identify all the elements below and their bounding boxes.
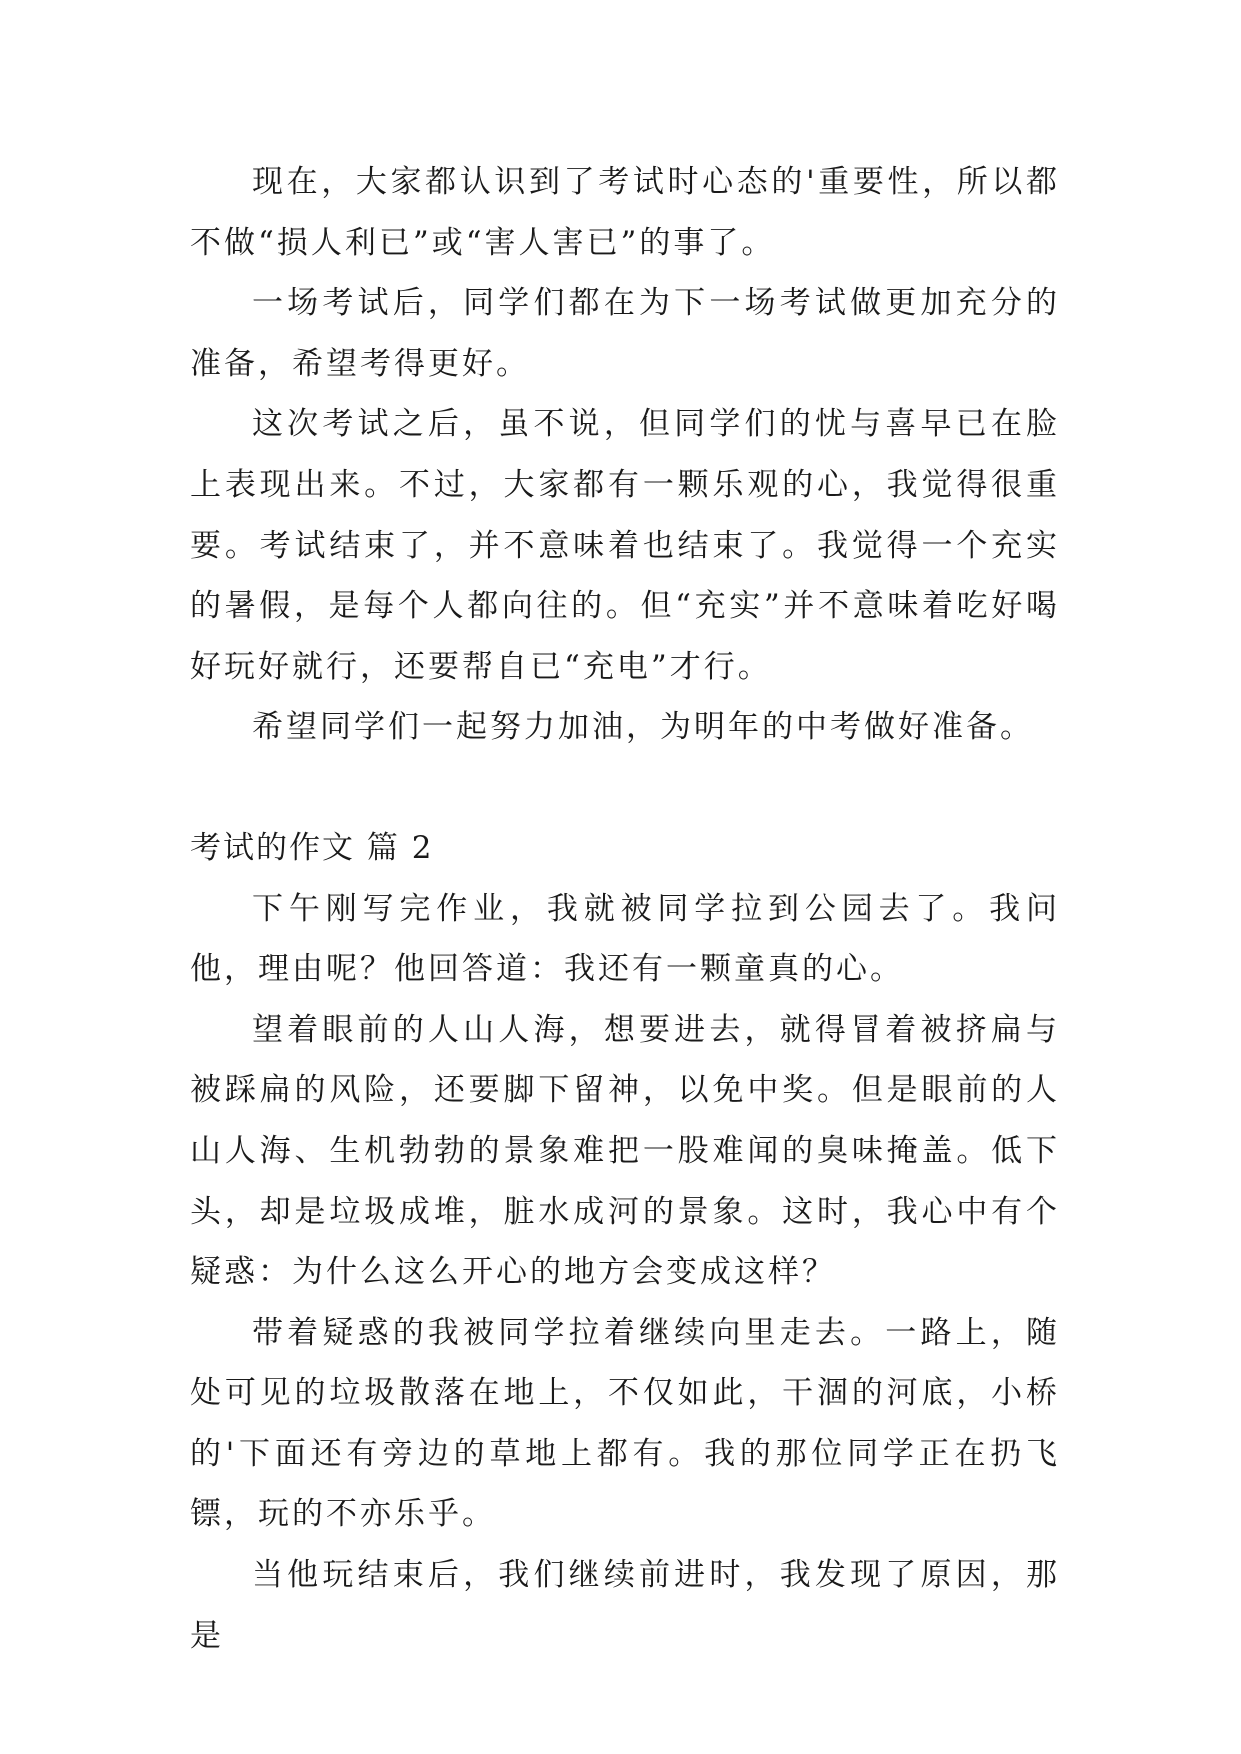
paragraph: 当他玩结束后，我们继续前进时，我发现了原因，那是 xyxy=(190,1557,1060,1654)
paragraph: 希望同学们一起努力加油，为明年的中考做好准备。 xyxy=(252,709,1034,746)
document-body xyxy=(190,152,1060,1666)
paragraph: 现在，大家都认识到了考试时心态的'重要性，所以都不做“损人利已”或“害人害已”的事了。 xyxy=(190,164,1060,261)
paragraph: 一场考试后，同学们都在为下一场考试做更加充分的准备，希望考得更好。 xyxy=(190,285,1060,382)
paragraph: 带着疑惑的我被同学拉着继续向里走去。一路上，随处可见的垃圾散落在地上，不仅如此，干涸的河底，小桥的'下面还有旁边的草地上都有。我的那位同学正在扔飞镖，玩的不亦乐乎。 xyxy=(190,1314,1060,1533)
paragraph: 下午刚写完作业，我就被同学拉到公园去了。我问他，理由呢？他回答道：我还有一颗童真的心。 xyxy=(190,890,1060,988)
section-heading: 考试的作文 篇 2 xyxy=(190,829,434,866)
paragraph: 这次考试之后，虽不说，但同学们的忧与喜早已在脸上表现出来。不过，大家都有一颗乐观的心，我觉得很重要。考试结束了，并不意味着也结束了。我觉得一个充实的暑假，是每个人都向往的。但“充实”并不意味着吃好喝好玩好就行，还要帮自已“充电”才行。 xyxy=(190,406,1060,685)
paragraph: 望着眼前的人山人海，想要进去，就得冒着被挤扁与被踩扁的风险，还要脚下留神，以免中奖。但是眼前的人山人海、生机勃勃的景象难把一股难闻的臭味掩盖。低下头，却是垃圾成堆，脏水成河的景象。这时，我心中有个疑惑：为什么这么开心的地方会变成这样？ xyxy=(190,1011,1060,1291)
